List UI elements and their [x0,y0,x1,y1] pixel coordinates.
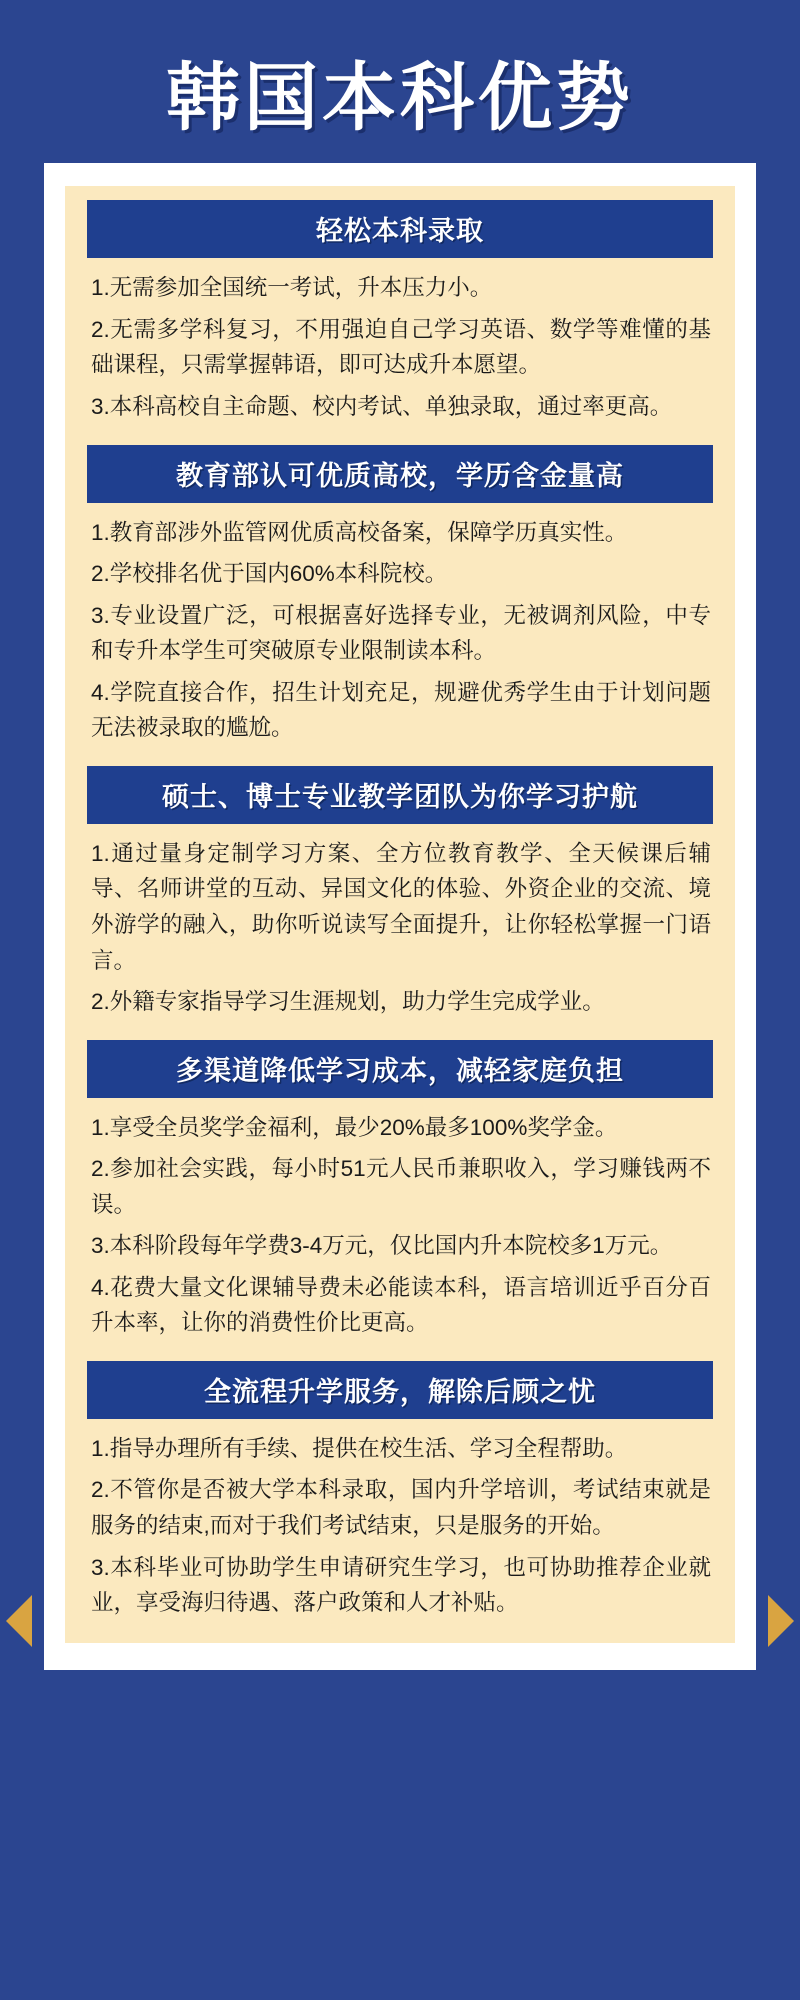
section-line: 3.本科毕业可协助学生申请研究生学习，也可协助推荐企业就业，享受海归待遇、落户政策和人才补贴。 [91,1554,711,1616]
section-heading: 教育部认可优质高校，学历含金量高 [87,445,713,503]
section-line: 2.学校排名优于国内60%本科院校。 [91,561,448,587]
right-arrow-decoration [768,1595,794,1647]
footer-spacer [0,1670,800,1790]
section-heading: 多渠道降低学习成本，减轻家庭负担 [87,1040,713,1098]
section-line: 3.本科高校自主命题、校内考试、单独录取，通过率更高。 [91,394,673,420]
content-frame [44,163,756,1669]
section-line: 2.外籍专家指导学习生涯规划，助力学生完成学业。 [91,989,605,1015]
section-line: 1.指导办理所有手续、提供在校生活、学习全程帮助。 [91,1435,628,1461]
section-heading: 轻松本科录取 [87,200,713,258]
section-line: 4.学院直接合作，招生计划充足，规避优秀学生由于计划问题无法被录取的尴尬。 [91,679,711,741]
section-heading: 硕士、博士专业教学团队为你学习护航 [87,766,713,824]
section-line: 1.无需参加全国统一考试，升本压力小。 [91,275,493,301]
section-line: 1.教育部涉外监管网优质高校备案，保障学历真实性。 [91,519,628,545]
section-body [81,270,719,428]
section-heading: 全流程升学服务，解除后顾之忧 [87,1361,713,1419]
section-line: 4.花费大量文化课辅导费未必能读本科，语言培训近乎百分百升本率，让你的消费性价比更高。 [91,1274,711,1336]
title-container [0,0,800,163]
left-arrow-decoration [6,1595,32,1647]
section-body [81,1110,719,1345]
section-body [81,1431,719,1625]
section-line: 1.通过量身定制学习方案、全方位教育教学、全天候课后辅导、名师讲堂的互动、异国文化的体验、外资企业的交流、境外游学的融入，助你听说读写全面提升，让你轻松掌握一门语言。 [91,840,711,973]
section-line: 2.参加社会实践，每小时51元人民币兼职收入，学习赚钱两不误。 [91,1156,711,1217]
section-line: 3.本科阶段每年学费3-4万元，仅比国内升本院校多1万元。 [91,1233,673,1259]
section-teaching-team [81,766,719,1024]
section-full-process-service [81,1361,719,1625]
content-panel [65,186,735,1642]
section-body [81,836,719,1024]
section-line: 2.不管你是否被大学本科录取，国内升学培训，考试结束就是服务的结束,而对于我们考试结束，只是服务的开始。 [91,1477,711,1538]
page-title: 韩国本科优势 [166,55,634,141]
section-line: 3.专业设置广泛，可根据喜好选择专业，无被调剂风险，中专和专升本学生可突破原专业限制读本科。 [91,602,711,664]
section-cost-reduction [81,1040,719,1345]
section-easy-admission [81,200,719,428]
section-body [81,515,719,750]
section-accredited-universities [81,445,719,750]
section-line: 2.无需多学科复习，不用强迫自己学习英语、数学等难懂的基础课程，只需掌握韩语，即可达成升本愿望。 [91,316,711,378]
section-line: 1.享受全员奖学金福利，最少20%最多100%奖学金。 [91,1114,618,1140]
